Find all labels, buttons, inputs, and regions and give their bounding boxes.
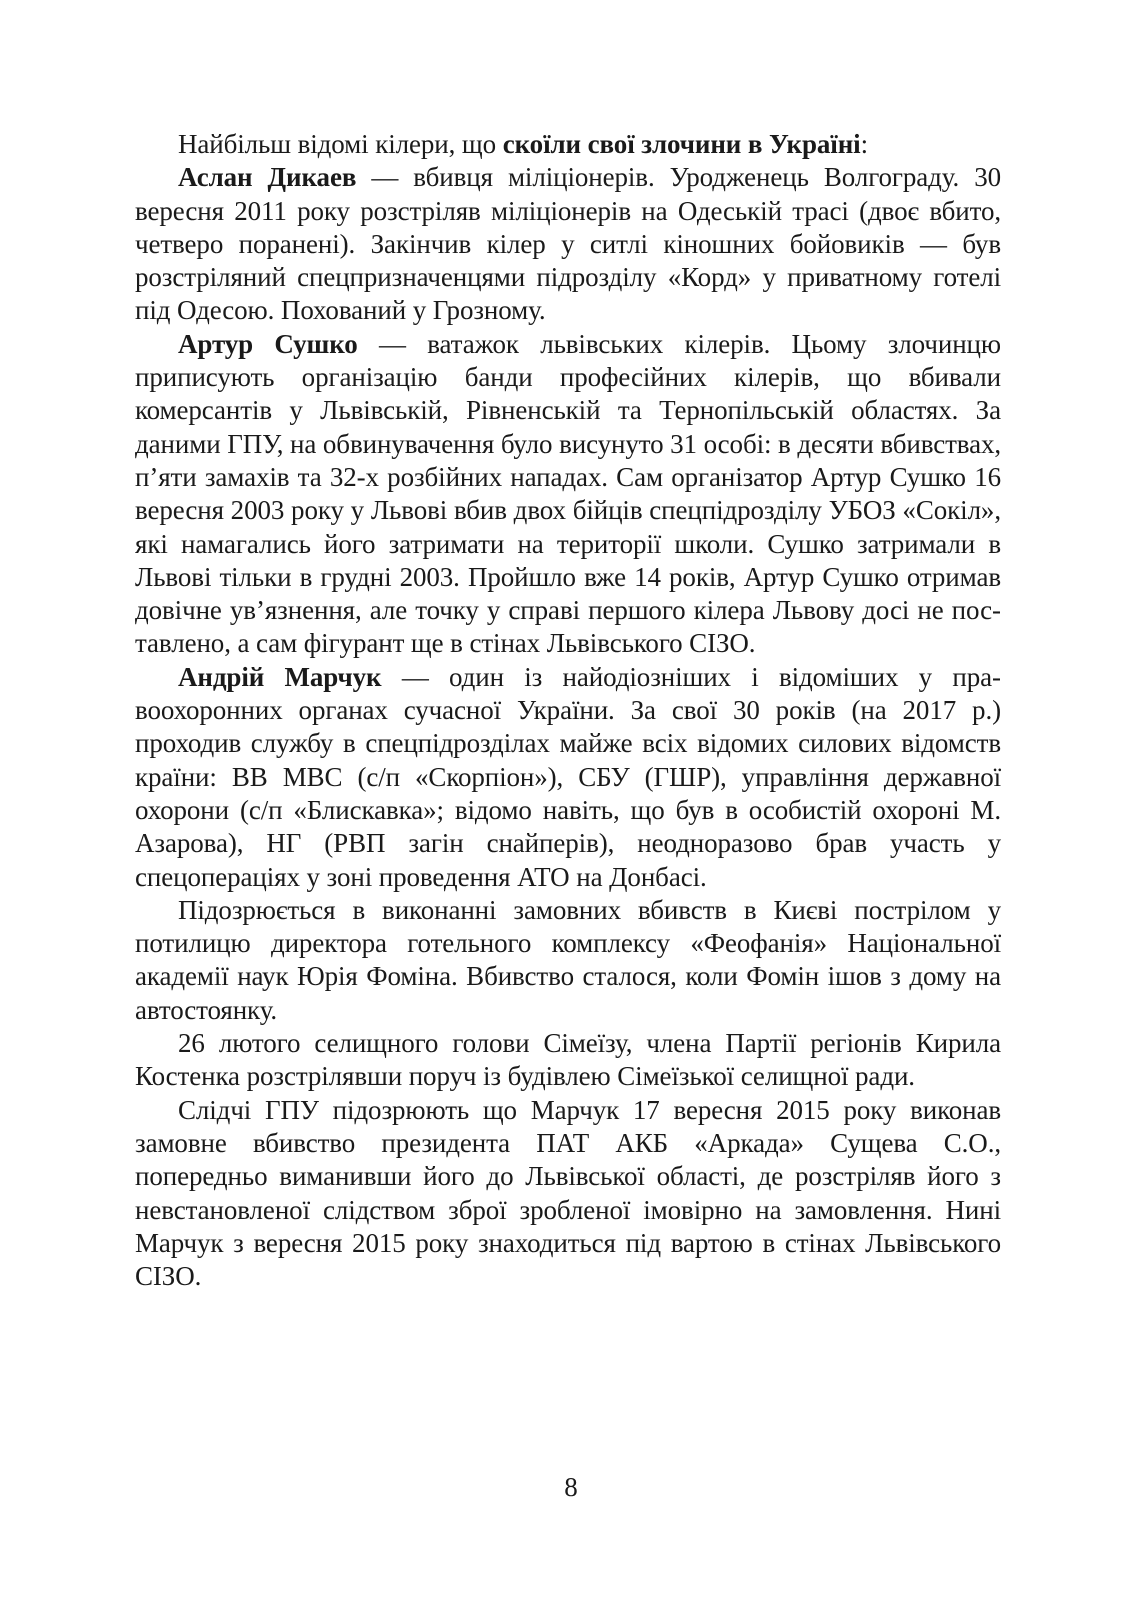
- sushchev-paragraph: Слідчі ГПУ підозрюють що Марчук 17 вересня 2015 року виконав замовне вбивство президента ПАТ АКБ «Аркада» Сущева С.О., попередньо виманивши його до Львівської області, де розстріляв його з невстановленої слідством зброї зробленої імовірно на замовлення. Нині Марчук з вересня 2015 року знаходиться під вартою в стінах Львівського СІЗО.: [135, 1094, 1001, 1292]
- marchuk-text: — один із найодіозніших і відоміших у правоохоронних органах сучасної України. За свої 30 років (на 2017 р.) проходив службу в спецпідрозділах майже всіх відомих силових відомств країни: ВВ МВС (с/п «Скорпіон»), СБУ (ГШР), управління державної охорони (с/п «Блискавка»; відомо навіть, що був в особистій охороні М. Азарова), НГ (РВП загін снайперів), неодноразово брав участь у спецопераціях у зоні проведення АТО на Донбасі.: [135, 661, 1001, 892]
- dykaev-name: Аслан Дикаев: [178, 162, 357, 193]
- kostenko-paragraph: 26 лютого селищного голови Сімеїзу, члена Партії регіонів Кирила Костенка розстрілявши поруч із будівлею Сімеїзької селищної ради.: [135, 1028, 1001, 1092]
- intro-lead: Найбільш відомі кілери, що: [178, 129, 503, 159]
- dykaev-paragraph: [135, 161, 1001, 327]
- page-body: [135, 128, 1001, 1293]
- dykaev-text: — вбивця міліціонерів. Уродженець Волгограду. 30 вересня 2011 року розстріляв міліціонерів на Одеській трасі (двоє вбито, четверо поранені). Закінчив кілер у ситлі кіношних бойовиків — був розстріляний спецпризначенцями підрозділу «Корд» у приватному готелі під Одесою. Похований у Грозному.: [135, 162, 1001, 326]
- intro-paragraph: [135, 128, 1001, 161]
- sushko-paragraph: [135, 328, 1001, 661]
- marchuk-paragraph: [135, 661, 1001, 894]
- marchuk-name: Андрій Марчук: [178, 661, 382, 692]
- fomin-paragraph: Підозрюється в виконанні замовних вбивств в Києві пострілом у потилицю директора готельного комплексу «Феофанія» Національної академії наук Юрія Фоміна. Вбивство сталося, коли Фомін ішов з дому на автостоянку.: [135, 894, 1001, 1025]
- sushko-name: Артур Сушко: [178, 328, 358, 359]
- page-number: 8: [564, 1472, 578, 1502]
- intro-tail: :: [860, 129, 868, 159]
- sushko-text: — ватажок львівських кілерів. Цьому злочинцю приписують організацію банди професійних кілерів, що вбивали комерсантів у Львівській, Рівненській та Тернопільській областях. За даними ГПУ, на обвинувачення було висунуто 31 особі: в десяти вбивствах, п’яти замахів та 32-х розбійних нападах. Сам організатор Артур Сушко 16 вересня 2003 року у Львові вбив двох бійців спецпідрозділу УБОЗ «Сокіл», які намагались його затримати на території школи. Сушко затримали в Львові тільки в грудні 2003. Пройшло вже 14 років, Артур Сушко отримав довічне ув’язнення, але точку у справі першого кілера Львову досі не поставлено, а сам фігурант ще в стінах Львівського СІЗО.: [135, 328, 1002, 659]
- intro-bold: скоїли свої злочини в Україні: [502, 129, 861, 159]
